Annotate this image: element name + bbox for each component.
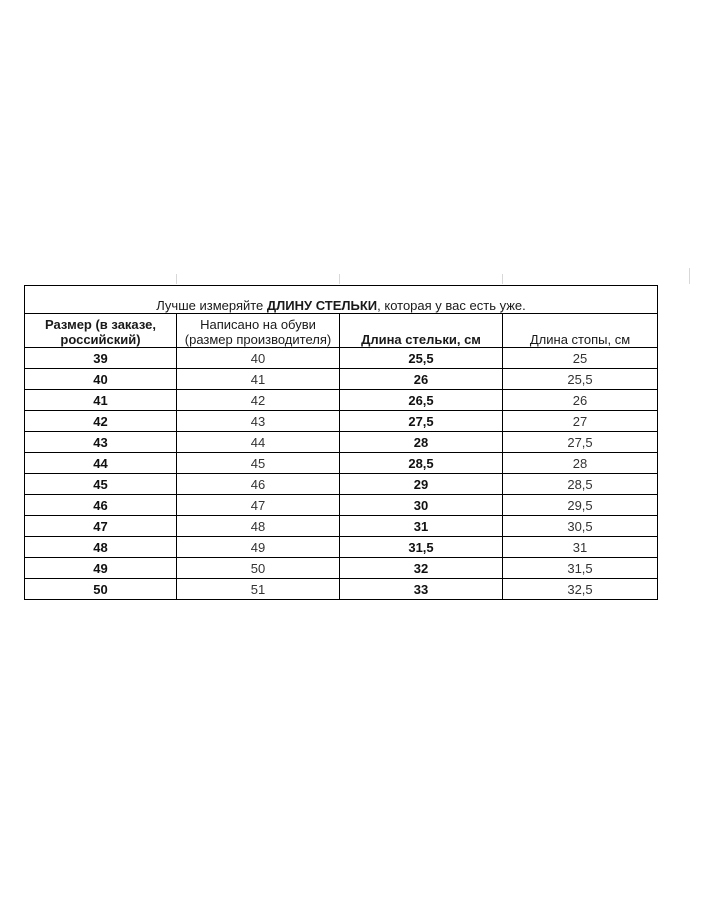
table-row (25, 369, 658, 390)
cell-maker-size: 48 (177, 516, 340, 537)
gridline-tick (339, 274, 340, 284)
cell-foot-length: 25,5 (503, 369, 658, 390)
cell-insole-length: 33 (340, 579, 503, 600)
header-maker-size-line2: (размер производителя) (184, 332, 332, 347)
header-insole-length: Длина стельки, см (340, 314, 503, 348)
header-ru-size (25, 314, 177, 348)
cell-insole-length: 26 (340, 369, 503, 390)
table-header-row (25, 314, 658, 348)
cell-ru-size: 47 (25, 516, 177, 537)
table-row (25, 558, 658, 579)
cell-insole-length: 30 (340, 495, 503, 516)
cell-ru-size: 40 (25, 369, 177, 390)
cell-insole-length: 31 (340, 516, 503, 537)
table-title (25, 286, 658, 314)
cell-foot-length: 31,5 (503, 558, 658, 579)
cell-foot-length: 32,5 (503, 579, 658, 600)
cell-insole-length: 28 (340, 432, 503, 453)
cell-foot-length: 25 (503, 348, 658, 369)
cell-foot-length: 27 (503, 411, 658, 432)
cell-maker-size: 45 (177, 453, 340, 474)
cell-ru-size: 45 (25, 474, 177, 495)
cell-insole-length: 29 (340, 474, 503, 495)
header-maker-size (177, 314, 340, 348)
cell-ru-size: 42 (25, 411, 177, 432)
cell-maker-size: 51 (177, 579, 340, 600)
cell-foot-length: 27,5 (503, 432, 658, 453)
cell-ru-size: 43 (25, 432, 177, 453)
cell-ru-size: 49 (25, 558, 177, 579)
cell-maker-size: 43 (177, 411, 340, 432)
cell-ru-size: 39 (25, 348, 177, 369)
gridline-tick (176, 274, 177, 284)
table-row (25, 390, 658, 411)
table-row (25, 474, 658, 495)
title-prefix: Лучше измеряйте (156, 298, 267, 313)
header-ru-size-line2: российский) (60, 332, 141, 347)
cell-ru-size: 50 (25, 579, 177, 600)
cell-insole-length: 32 (340, 558, 503, 579)
cell-maker-size: 47 (177, 495, 340, 516)
cell-foot-length: 28 (503, 453, 658, 474)
cell-maker-size: 41 (177, 369, 340, 390)
table-row (25, 495, 658, 516)
header-foot-length: Длина стопы, см (503, 314, 658, 348)
cell-insole-length: 28,5 (340, 453, 503, 474)
cell-ru-size: 41 (25, 390, 177, 411)
table-row (25, 432, 658, 453)
table-title-row (25, 286, 658, 314)
cell-foot-length: 31 (503, 537, 658, 558)
cell-maker-size: 49 (177, 537, 340, 558)
cell-maker-size: 40 (177, 348, 340, 369)
table-row (25, 411, 658, 432)
cell-ru-size: 48 (25, 537, 177, 558)
cell-ru-size: 46 (25, 495, 177, 516)
cell-insole-length: 31,5 (340, 537, 503, 558)
cell-foot-length: 28,5 (503, 474, 658, 495)
size-chart-table (24, 285, 658, 600)
table-row (25, 348, 658, 369)
table-row (25, 453, 658, 474)
cell-insole-length: 27,5 (340, 411, 503, 432)
cell-maker-size: 44 (177, 432, 340, 453)
header-maker-size-line1: Написано на обуви (200, 317, 316, 332)
cell-maker-size: 50 (177, 558, 340, 579)
cell-maker-size: 42 (177, 390, 340, 411)
gridline-tick (502, 274, 503, 284)
gridline-tick (689, 268, 690, 284)
cell-foot-length: 26 (503, 390, 658, 411)
table-row (25, 579, 658, 600)
cell-insole-length: 26,5 (340, 390, 503, 411)
cell-ru-size: 44 (25, 453, 177, 474)
title-suffix: , которая у вас есть уже. (377, 298, 526, 313)
cell-maker-size: 46 (177, 474, 340, 495)
cell-foot-length: 30,5 (503, 516, 658, 537)
table-row (25, 537, 658, 558)
header-ru-size-line1: Размер (в заказе, (45, 317, 156, 332)
table-row (25, 516, 658, 537)
title-emphasis: ДЛИНУ СТЕЛЬКИ (266, 298, 378, 313)
cell-insole-length: 25,5 (340, 348, 503, 369)
cell-foot-length: 29,5 (503, 495, 658, 516)
